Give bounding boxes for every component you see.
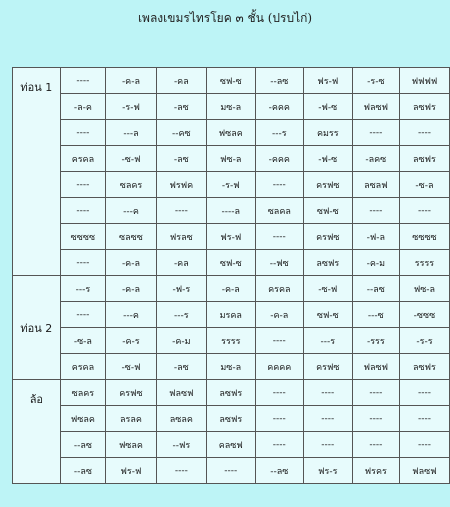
notation-row (13, 224, 450, 250)
note-cell: -ค-ล (206, 276, 255, 302)
note-cell: -ลซ (156, 146, 206, 172)
note-cell: --ลซ (255, 68, 303, 94)
note-cell: -ลซ (156, 94, 206, 120)
note-cell: -คล (156, 68, 206, 94)
note-cell: ---ซ (352, 302, 399, 328)
note-cell: ---ค (106, 198, 157, 224)
notation-row (13, 68, 450, 94)
note-cell: -ฟ-ซ (303, 146, 352, 172)
note-cell: ---- (255, 406, 303, 432)
note-cell: ---ล (106, 120, 157, 146)
note-cell: -ค-ร (106, 328, 157, 354)
note-cell: ---- (206, 458, 255, 484)
note-cell: -คคค (255, 146, 303, 172)
note-cell: มรคล (206, 302, 255, 328)
notation-row (13, 328, 450, 354)
note-cell: ซฟ-ซ (303, 302, 352, 328)
note-cell: -คคค (255, 94, 303, 120)
note-cell: -ร-ซ (352, 68, 399, 94)
note-cell: ---ร (156, 302, 206, 328)
note-cell: ครคล (60, 146, 105, 172)
note-cell: ---- (303, 380, 352, 406)
page-title: เพลงเขมรไทรโยค ๓ ชั้น (ปรบไก่) (137, 11, 313, 25)
note-cell: ครฟซ (303, 172, 352, 198)
note-cell: -ค-ล (106, 250, 157, 276)
note-cell: ซลซซ (106, 224, 157, 250)
note-cell: ฟร-ฟ (206, 224, 255, 250)
note-cell: -ซ-ฟ (106, 354, 157, 380)
note-cell: ซลคล (255, 198, 303, 224)
note-cell: มซ-ล (206, 354, 255, 380)
note-cell: ---- (399, 120, 449, 146)
note-cell: ---- (60, 172, 105, 198)
note-cell: -ซ-ฟ (303, 276, 352, 302)
note-cell: ซลคร (60, 380, 105, 406)
note-cell: ซฟ-ซ (206, 68, 255, 94)
notation-row (13, 146, 450, 172)
note-cell: ฟลซฟ (399, 458, 449, 484)
notation-row (13, 94, 450, 120)
notation-row (13, 354, 450, 380)
notation-row (13, 276, 450, 302)
note-cell: -ฟ-ซ (303, 94, 352, 120)
note-cell: ซฟ-ซ (303, 198, 352, 224)
note-cell: -ซ-ล (399, 172, 449, 198)
note-cell: ---- (255, 432, 303, 458)
note-cell: --ลซ (60, 432, 105, 458)
note-cell: ฟรฟค (156, 172, 206, 198)
note-cell: ลซลค (156, 406, 206, 432)
note-cell: -รรร (352, 328, 399, 354)
note-cell: ---- (399, 198, 449, 224)
note-cell: ลซฟร (206, 406, 255, 432)
notation-row (13, 458, 450, 484)
note-cell: ลซฟร (399, 354, 449, 380)
note-cell: ฟซลค (106, 432, 157, 458)
note-cell: -ร-ฟ (206, 172, 255, 198)
note-cell: ---- (60, 68, 105, 94)
note-cell: -ค-ล (106, 276, 157, 302)
note-cell: -ลซ (156, 354, 206, 380)
note-cell: ฟฟฟฟ (399, 68, 449, 94)
note-cell: ฟร-ร (303, 458, 352, 484)
note-cell: ลซฟร (303, 250, 352, 276)
note-cell: ฟซลค (206, 120, 255, 146)
note-cell: ฟลซฟ (352, 94, 399, 120)
note-cell: ---- (255, 380, 303, 406)
note-cell: ซลคร (106, 172, 157, 198)
music-notation-table (12, 67, 450, 484)
note-cell: ---- (60, 198, 105, 224)
note-cell: ลซฟร (399, 146, 449, 172)
notation-row (13, 432, 450, 458)
note-cell: ฟรลซ (156, 224, 206, 250)
notation-row (13, 380, 450, 406)
note-cell: ---- (399, 380, 449, 406)
note-cell: -ซซซ (399, 302, 449, 328)
note-cell: ฟรคร (352, 458, 399, 484)
note-cell: -ลคซ (352, 146, 399, 172)
note-cell: -ร-ร (399, 328, 449, 354)
note-cell: --ฟร (156, 432, 206, 458)
note-cell: --ลซ (255, 458, 303, 484)
note-cell: -ค-ม (352, 250, 399, 276)
note-cell: -ค-ล (255, 302, 303, 328)
note-cell: ครฟซ (303, 224, 352, 250)
note-cell: --ลซ (352, 276, 399, 302)
notation-row (13, 406, 450, 432)
note-cell: ---- (156, 198, 206, 224)
notation-row (13, 250, 450, 276)
note-cell: ---- (352, 380, 399, 406)
note-cell: ---- (60, 120, 105, 146)
note-cell: คคคค (255, 354, 303, 380)
note-cell: รรรร (399, 250, 449, 276)
note-cell: -ค-ม (156, 328, 206, 354)
note-cell: ครคล (255, 276, 303, 302)
note-cell: ---- (156, 458, 206, 484)
note-cell: -ซ-ล (60, 328, 105, 354)
note-cell: -ฟ-ล (352, 224, 399, 250)
note-cell: --ลซ (60, 458, 105, 484)
notation-row (13, 120, 450, 146)
note-cell: ---- (60, 302, 105, 328)
note-cell: -ฟ-ร (156, 276, 206, 302)
note-cell: ลซลฟ (352, 172, 399, 198)
note-cell: คลซฟ (206, 432, 255, 458)
section-label: ล้อ (13, 380, 61, 484)
note-cell: ลซฟร (399, 94, 449, 120)
note-cell: ---ร (255, 120, 303, 146)
note-cell: ----ล (206, 198, 255, 224)
note-cell: ---ค (106, 302, 157, 328)
note-cell: ครคล (60, 354, 105, 380)
note-cell: ซฟ-ซ (206, 250, 255, 276)
note-cell: ฟลซฟ (156, 380, 206, 406)
notation-row (13, 198, 450, 224)
section-label: ท่อน 1 (13, 68, 61, 276)
note-cell: ---ร (303, 328, 352, 354)
note-cell: -ร-ฟ (106, 94, 157, 120)
note-cell: ซซซซ (60, 224, 105, 250)
note-cell: ---- (399, 406, 449, 432)
note-cell: ครฟซ (303, 354, 352, 380)
note-cell: ฟลซฟ (352, 354, 399, 380)
note-cell: รรรร (206, 328, 255, 354)
note-cell: --คซ (156, 120, 206, 146)
note-cell: -ล-ค (60, 94, 105, 120)
notation-row (13, 302, 450, 328)
note-cell: ฟซ-ล (206, 146, 255, 172)
note-cell: มซ-ล (206, 94, 255, 120)
note-cell: -ค-ล (106, 68, 157, 94)
note-cell: --ฟซ (255, 250, 303, 276)
note-cell: ---- (303, 406, 352, 432)
note-cell: ฟซ-ล (399, 276, 449, 302)
note-cell: ---- (352, 120, 399, 146)
note-cell: ---- (255, 328, 303, 354)
note-cell: ---- (255, 224, 303, 250)
note-cell: ฟร-ฟ (106, 458, 157, 484)
note-cell: ครฟซ (106, 380, 157, 406)
note-cell: -คล (156, 250, 206, 276)
notation-row (13, 172, 450, 198)
note-cell: ---- (60, 250, 105, 276)
note-cell: ฟร-ฟ (303, 68, 352, 94)
note-cell: ---ร (60, 276, 105, 302)
note-cell: คมรร (303, 120, 352, 146)
section-label: ท่อน 2 (13, 276, 61, 380)
note-cell: ---- (352, 406, 399, 432)
note-cell: ซซซซ (399, 224, 449, 250)
note-cell: ฟซลค (60, 406, 105, 432)
note-cell: ---- (255, 172, 303, 198)
note-cell: ลรลค (106, 406, 157, 432)
note-cell: ---- (352, 432, 399, 458)
note-cell: ---- (399, 432, 449, 458)
note-cell: ลซฟร (206, 380, 255, 406)
note-cell: ---- (352, 198, 399, 224)
note-cell: -ซ-ฟ (106, 146, 157, 172)
note-cell: ---- (303, 432, 352, 458)
